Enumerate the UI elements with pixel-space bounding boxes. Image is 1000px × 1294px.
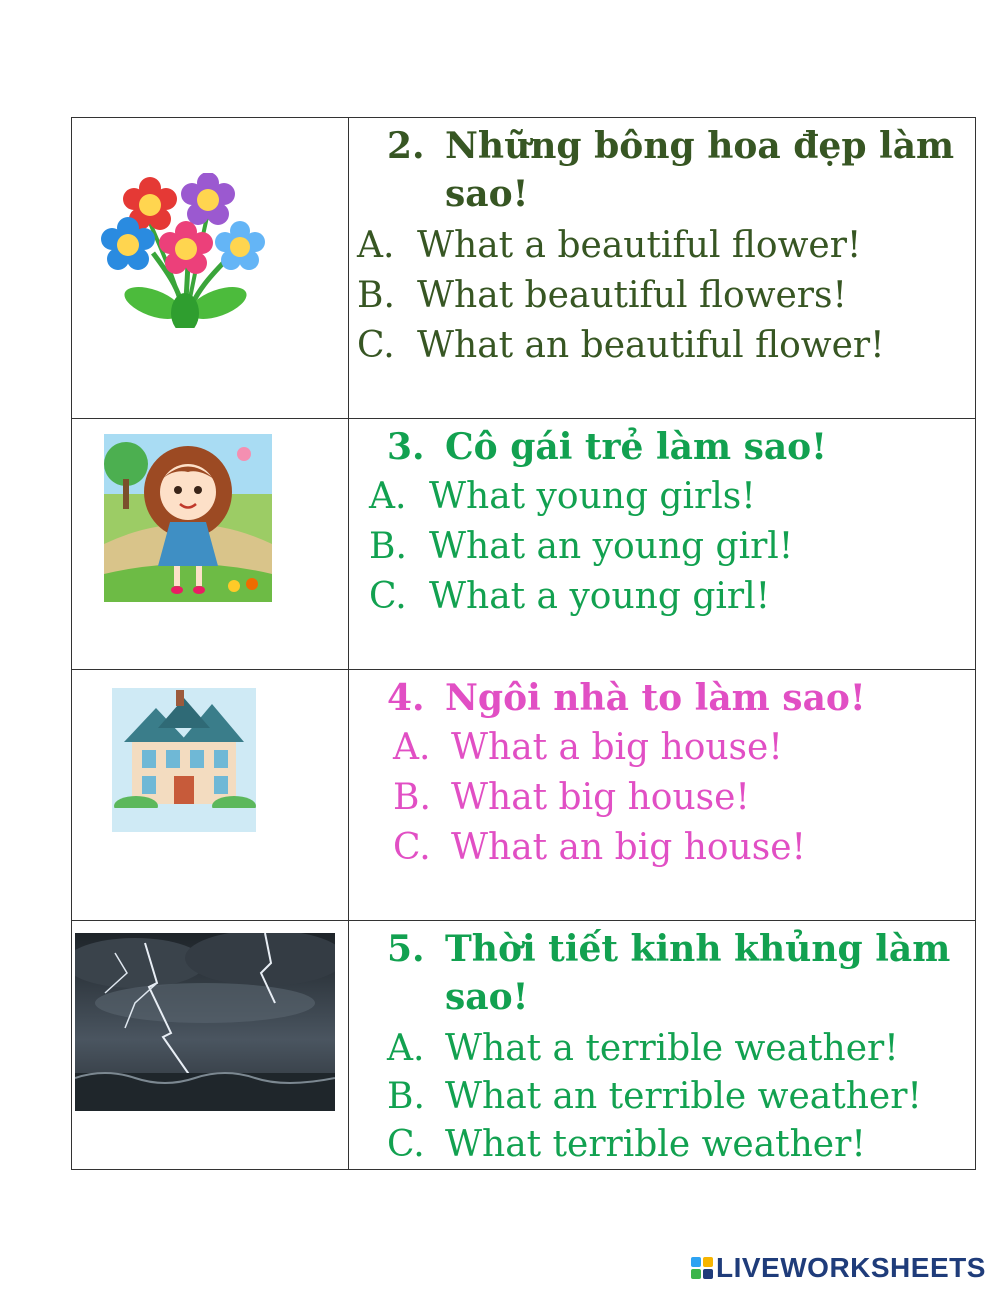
option-text: What an beautiful flower! [417, 325, 885, 366]
option-c[interactable] [393, 824, 806, 872]
question-cell [349, 921, 976, 1170]
option-b[interactable] [357, 272, 847, 320]
question-number: 5. [387, 928, 425, 970]
option-text: What terrible weather! [445, 1124, 866, 1165]
option-a[interactable] [357, 222, 861, 270]
question-text: Những bông hoa đẹp làm sao! [445, 125, 955, 215]
option-text: What a beautiful flower! [417, 225, 862, 266]
image-cell [72, 921, 349, 1170]
image-cell [72, 419, 349, 670]
image-cell [72, 118, 349, 419]
option-c[interactable] [387, 1121, 866, 1169]
option-letter: B. [357, 275, 395, 316]
option-b[interactable] [393, 774, 750, 822]
option-text: What a young girl! [429, 576, 771, 617]
question-cell [349, 419, 976, 670]
option-text: What beautiful flowers! [417, 275, 847, 316]
image-cell [72, 670, 349, 921]
option-text: What an big house! [451, 827, 806, 868]
worksheet-table [71, 117, 976, 1170]
option-letter: A. [387, 1028, 425, 1069]
option-letter: C. [387, 1124, 425, 1165]
storm-image [75, 933, 335, 1111]
option-letter: C. [369, 576, 407, 617]
option-c[interactable] [357, 322, 885, 370]
option-a[interactable] [393, 724, 783, 772]
option-text: What a big house! [451, 727, 783, 768]
option-letter: A. [369, 476, 407, 517]
question-row-2 [72, 118, 976, 419]
question-row-4 [72, 670, 976, 921]
question-text: Thời tiết kinh khủng làm sao! [445, 928, 951, 1018]
option-letter: B. [387, 1076, 425, 1117]
question-row-3 [72, 419, 976, 670]
option-letter: B. [393, 777, 431, 818]
option-a[interactable] [369, 473, 756, 521]
option-text: What young girls! [429, 476, 756, 517]
option-b[interactable] [369, 523, 793, 571]
question-text: Ngôi nhà to làm sao! [445, 677, 866, 719]
logo-blocks-icon [691, 1257, 713, 1279]
option-text: What a terrible weather! [445, 1028, 899, 1069]
question-row-5 [72, 921, 976, 1170]
option-text: What an young girl! [429, 526, 794, 567]
option-text: What big house! [451, 777, 750, 818]
liveworksheets-logo [691, 1252, 986, 1284]
question-cell [349, 118, 976, 419]
option-letter: A. [393, 727, 431, 768]
option-letter: A. [357, 225, 395, 266]
option-b[interactable] [387, 1073, 922, 1121]
question-text: Cô gái trẻ làm sao! [445, 426, 827, 468]
option-a[interactable] [387, 1025, 899, 1073]
option-text: What an terrible weather! [445, 1076, 922, 1117]
brand-name: LIVEWORKSHEETS [716, 1252, 986, 1283]
option-letter: C. [357, 325, 395, 366]
option-letter: C. [393, 827, 431, 868]
option-letter: B. [369, 526, 407, 567]
question-number: 2. [387, 125, 425, 167]
option-c[interactable] [369, 573, 770, 621]
question-number: 4. [387, 677, 425, 719]
question-number: 3. [387, 426, 425, 468]
flowers-image [98, 173, 273, 328]
girl-image [104, 434, 272, 602]
house-image [112, 688, 256, 832]
question-cell [349, 670, 976, 921]
